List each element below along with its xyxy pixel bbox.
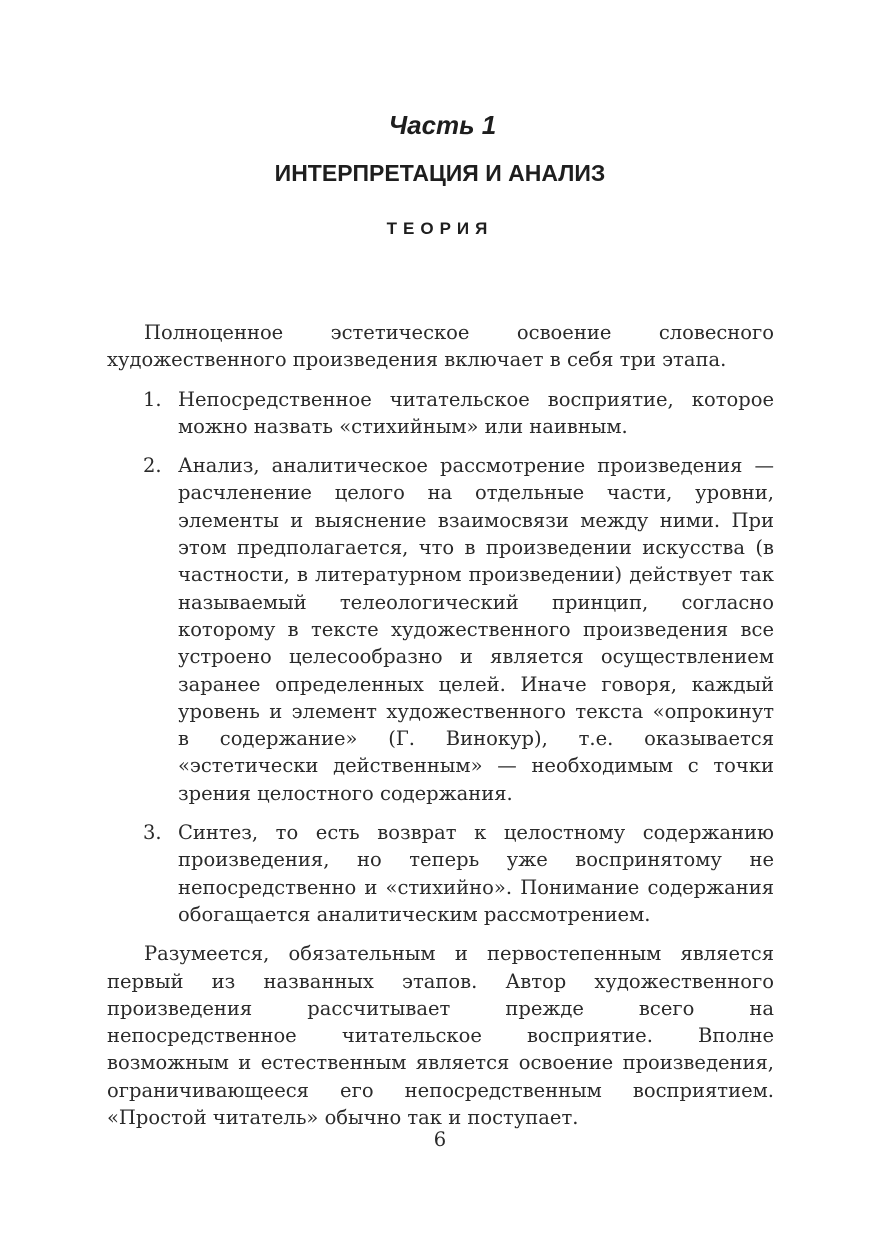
list-item-text: Анализ, аналитическое рассмотрение произведения — расчленение целого на отдельные части, уровни, элементы и выяснение взаимосвязи между ними. При этом предполагается, что в произведении искусства (в частности, в литературном произведении) действует так называемый телеологический принцип, согласно которому в тексте художественного произведения все устроено целесообразно и является осуществлением заранее определенных целей. Иначе говоря, каждый уровень и элемент художественного текста «опрокинут в содержание» (Г. Винокур), т.е. оказывается «эстетически действенным» — необходимым с точки зрения целостного содержания.	[178, 454, 774, 805]
subsection-title: ТЕОРИЯ	[386, 219, 494, 238]
list-item-number: 1.	[143, 387, 162, 411]
body-text	[107, 319, 774, 1131]
list-item-text: Непосредственное читательское восприятие, которое можно назвать «стихийным» или наивным.	[178, 387, 774, 438]
stages-list	[107, 386, 774, 929]
list-item-number: 2.	[143, 454, 162, 478]
list-item	[107, 386, 774, 441]
intro-paragraph: Полноценное эстетическое освоение словесного художественного произведения включает в себя три этапа.	[107, 321, 774, 372]
section-title: ИНТЕРПРЕТАЦИЯ И АНАЛИЗ	[274, 160, 606, 186]
list-item	[107, 819, 774, 928]
conclusion-paragraph: Разумеется, обязательным и первостепенным является первый из названных этапов. Автор художественного произведения рассчитывает прежде всего на непосредственное читательское восприятие. Вполне возможным и естественным является освоение произведения, ограничивающееся его непосредственным восприятием. «Простой читатель» обычно так и поступает.	[107, 942, 774, 1130]
list-item-text: Синтез, то есть возврат к целостному содержанию произведения, но теперь уже воспринятому не непосредственно и «стихийно». Понимание содержания обогащается аналитическим рассмотрением.	[178, 821, 774, 926]
list-item-number: 3.	[143, 821, 162, 845]
page-number: 6	[433, 1128, 447, 1151]
part-title: Часть 1	[388, 110, 497, 140]
list-item	[107, 452, 774, 807]
